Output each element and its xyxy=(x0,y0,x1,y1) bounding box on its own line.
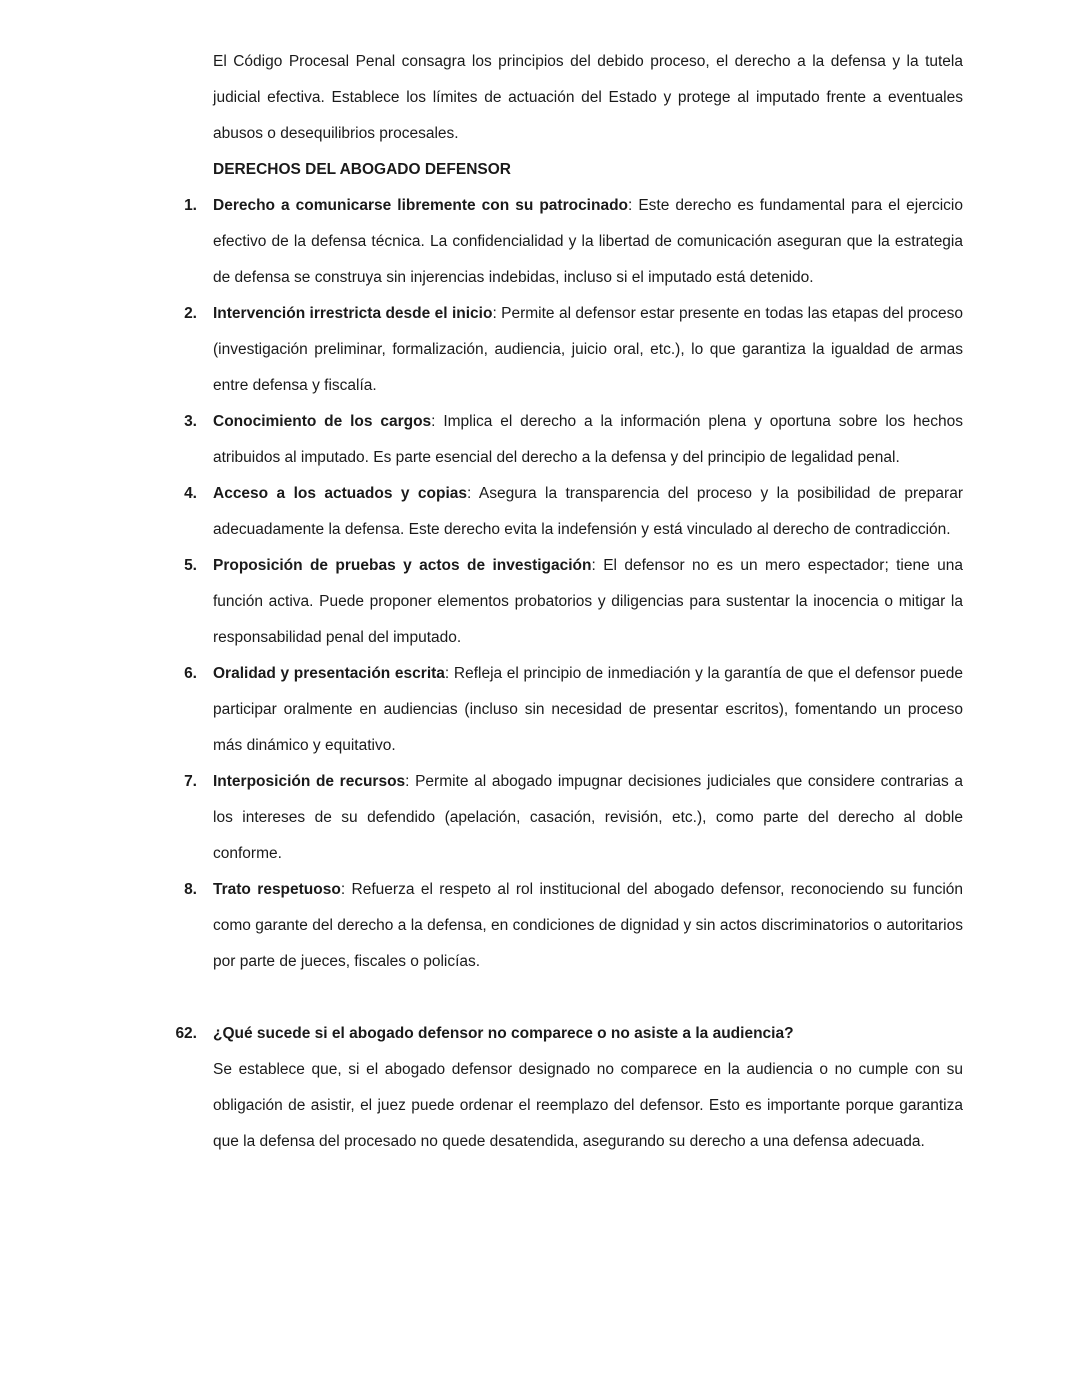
list-item-label: Conocimiento de los cargos xyxy=(213,413,432,430)
question-text: ¿Qué sucede si el abogado defensor no comparece o no asiste a la audiencia? xyxy=(213,1025,794,1042)
list-item-body: : El defensor no es un mero espectador; tiene una función activa. Puede proponer elementos probatorios y diligencias para sustentar la inocencia o mitigar la responsabilidad penal del imputado. xyxy=(213,557,963,646)
list-item-label: Oralidad y presentación escrita xyxy=(213,665,445,682)
list-item-text xyxy=(213,188,963,296)
intro-paragraph: El Código Procesal Penal consagra los principios del debido proceso, el derecho a la defensa y la tutela judicial efectiva. Establece los límites de actuación del Estado y protege al imputado frente a eventuales abusos o desequilibrios procesales. xyxy=(213,53,963,142)
list-item-label: Proposición de pruebas y actos de investigación xyxy=(213,557,592,574)
list-item xyxy=(169,404,963,476)
list-item-text xyxy=(213,548,963,656)
list-item-text xyxy=(213,656,963,764)
list-item-text xyxy=(213,296,963,404)
list-item-body: : Permite al abogado impugnar decisiones judiciales que considere contrarias a los intereses de su defendido (apelación, casación, revisión, etc.), como parte del derecho al doble conforme. xyxy=(213,773,963,862)
list-item-number: 8. xyxy=(184,881,197,898)
list-item xyxy=(169,656,963,764)
list-item-number: 5. xyxy=(184,557,197,574)
list-item-number: 4. xyxy=(184,485,197,502)
question-number: 62. xyxy=(175,1025,197,1042)
list-item-number: 1. xyxy=(184,197,197,214)
list-item-body: : Implica el derecho a la información plena y oportuna sobre los hechos atribuidos al imputado. Es parte esencial del derecho a la defensa y del principio de legalidad penal. xyxy=(213,413,963,466)
list-item xyxy=(169,548,963,656)
list-item-body: : Refleja el principio de inmediación y la garantía de que el defensor puede participar oralmente en audiencias (incluso sin necesidad de presentar escritos), fomentando un proceso más dinámico y equitativo. xyxy=(213,665,963,754)
list-item-number: 7. xyxy=(184,773,197,790)
list-item xyxy=(169,764,963,872)
list-item-text xyxy=(213,872,963,980)
list-item-body: : Asegura la transparencia del proceso y la posibilidad de preparar adecuadamente la defensa. Este derecho evita la indefensión y está vinculado al derecho de contradicción. xyxy=(213,485,963,538)
list-item-text xyxy=(213,404,963,476)
list-item-text xyxy=(213,764,963,872)
list-item-label: Interposición de recursos xyxy=(213,773,406,790)
question-answer: Se establece que, si el abogado defensor designado no comparece en la audiencia o no cumple con su obligación de asistir, el juez puede ordenar el reemplazo del defensor. Esto es importante porque garantiza que la defensa del procesado no quede desatendida, asegurando su derecho a una defensa adecuada. xyxy=(213,1061,963,1150)
list-item xyxy=(169,188,963,296)
list-item-body: : Refuerza el respeto al rol institucional del abogado defensor, reconociendo su función como garante del derecho a la defensa, en condiciones de dignidad y sin actos discriminatorios o autoritarios por parte de jueces, fiscales o policías. xyxy=(213,881,964,970)
list-item-label: Intervención irrestricta desde el inicio xyxy=(213,305,493,322)
list-item-text xyxy=(213,476,963,548)
list-item-label: Acceso a los actuados y copias xyxy=(213,485,467,502)
section-heading: DERECHOS DEL ABOGADO DEFENSOR xyxy=(213,161,511,178)
list-item-body: : Permite al defensor estar presente en todas las etapas del proceso (investigación preliminar, formalización, audiencia, juicio oral, etc.), lo que garantiza la igualdad de armas entre defensa y fiscalía. xyxy=(213,305,963,394)
list-item-label: Derecho a comunicarse libremente con su patrocinado xyxy=(213,197,629,214)
list-item-label: Trato respetuoso xyxy=(213,881,341,898)
list-item-number: 2. xyxy=(184,305,197,322)
question-62-block xyxy=(0,1016,1080,1160)
list-item xyxy=(169,476,963,548)
list-item xyxy=(169,296,963,404)
list-item-number: 3. xyxy=(184,413,197,430)
list-item-body: : Este derecho es fundamental para el ejercicio efectivo de la defensa técnica. La confidencialidad y la libertad de comunicación aseguran que la estrategia de defensa se construya sin injerencias indebidas, incluso si el imputado está detenido. xyxy=(213,197,963,286)
question-62-heading xyxy=(169,1016,963,1052)
list-item xyxy=(169,872,963,980)
list-item-number: 6. xyxy=(184,665,197,682)
